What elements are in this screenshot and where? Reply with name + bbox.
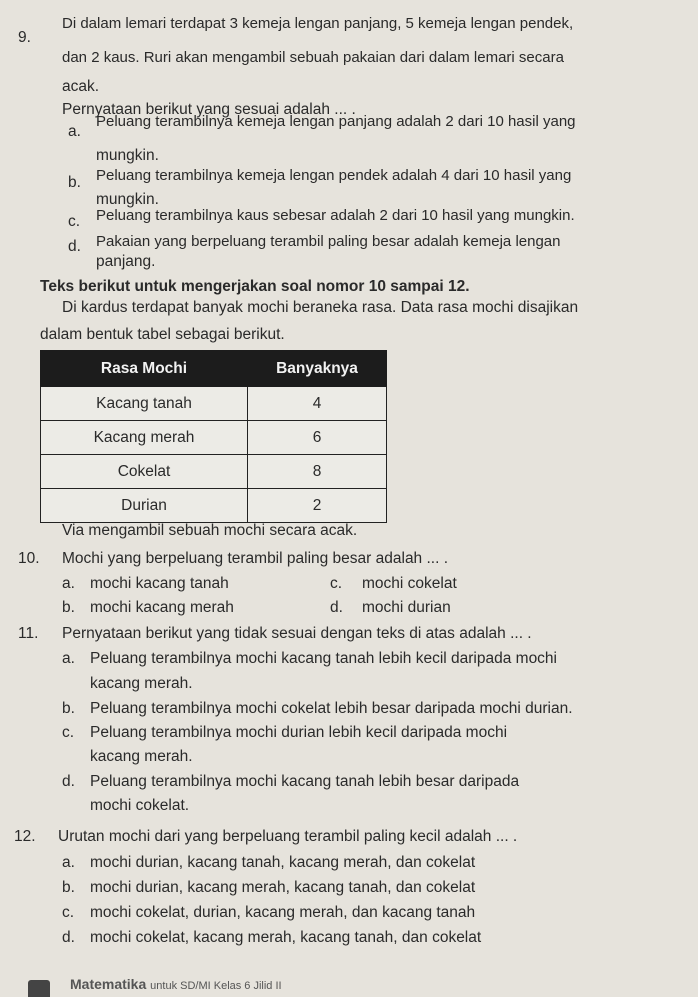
q12-option-letter: d.	[62, 929, 75, 946]
book-title: Matematika	[70, 976, 147, 992]
q11-option-b-text: Peluang terambilnya mochi cokelat lebih besar daripada mochi durian.	[90, 700, 573, 717]
q12-stem: Urutan mochi dari yang berpeluang terambil paling kecil adalah ... .	[58, 828, 518, 845]
q11-option-letter: d.	[62, 773, 75, 790]
table-row	[41, 421, 387, 455]
table-row	[41, 489, 387, 523]
q12-option-a-text: mochi durian, kacang tanah, kacang merah, dan cokelat	[90, 854, 476, 871]
q9-option-letter: c.	[68, 213, 81, 230]
passage-closing: Via mengambil sebuah mochi secara acak.	[62, 522, 358, 539]
book-footer	[70, 976, 282, 992]
q11-option-letter: c.	[62, 724, 75, 741]
q12-number: 12.	[14, 828, 36, 845]
table-header-cell: Banyaknya	[248, 351, 387, 387]
q11-option-c-line-2: kacang merah.	[90, 748, 193, 765]
q12-option-c-text: mochi cokelat, durian, kacang merah, dan kacang tanah	[90, 904, 476, 921]
passage-heading: Teks berikut untuk mengerjakan soal nomor 10 sampai 12.	[40, 278, 470, 295]
q10-option-letter: c.	[330, 575, 343, 592]
q11-option-a-line-1: Peluang terambilnya mochi kacang tanah lebih kecil daripada mochi	[90, 650, 557, 667]
q9-option-d-line-1: Pakaian yang berpeluang terambil paling besar adalah kemeja lengan	[96, 233, 561, 250]
q11-option-d-line-2: mochi cokelat.	[90, 797, 190, 814]
q11-option-a-line-2: kacang merah.	[90, 675, 193, 692]
q9-option-b-line-2: mungkin.	[96, 191, 159, 208]
passage-intro-line-2: dalam bentuk tabel sebagai berikut.	[40, 326, 285, 343]
q9-stem-line-1: Di dalam lemari terdapat 3 kemeja lengan panjang, 5 kemeja lengan pendek,	[62, 15, 574, 32]
q9-option-letter: b.	[68, 174, 81, 191]
q9-option-a-line-1: Peluang terambilnya kemeja lengan panjang adalah 2 dari 10 hasil yang	[96, 113, 576, 130]
table-cell-flavor: Kacang merah	[41, 421, 248, 455]
table-cell-count: 6	[248, 421, 387, 455]
q9-option-b-line-1: Peluang terambilnya kemeja lengan pendek adalah 4 dari 10 hasil yang	[96, 167, 572, 184]
q10-option-b-text: mochi kacang merah	[90, 599, 234, 616]
q11-option-letter: b.	[62, 700, 75, 717]
q10-option-a-text: mochi kacang tanah	[90, 575, 229, 592]
book-subtitle: untuk SD/MI Kelas 6 Jilid II	[150, 980, 282, 992]
q10-option-c-text: mochi cokelat	[362, 575, 457, 592]
q9-option-d-line-2: panjang.	[96, 253, 156, 270]
q10-option-letter: d.	[330, 599, 343, 616]
table-cell-count: 8	[248, 455, 387, 489]
table-header-cell: Rasa Mochi	[41, 351, 248, 387]
table-row	[41, 455, 387, 489]
q12-option-letter: c.	[62, 904, 75, 921]
mochi-flavor-table	[40, 350, 387, 523]
q11-number: 11.	[18, 625, 39, 642]
q10-option-letter: a.	[62, 575, 75, 592]
q9-option-c-text: Peluang terambilnya kaus sebesar adalah 2 dari 10 hasil yang mungkin.	[96, 207, 575, 224]
q12-option-letter: a.	[62, 854, 75, 871]
table-header-row	[41, 351, 387, 387]
table-cell-flavor: Cokelat	[41, 455, 248, 489]
q9-option-a-line-2: mungkin.	[96, 147, 159, 164]
q12-option-d-text: mochi cokelat, kacang merah, kacang tanah, dan cokelat	[90, 929, 482, 946]
passage-intro-line-1: Di kardus terdapat banyak mochi beraneka rasa. Data rasa mochi disajikan	[62, 299, 579, 316]
q10-option-d-text: mochi durian	[362, 599, 451, 616]
table-cell-flavor: Durian	[41, 489, 248, 523]
q10-number: 10.	[18, 550, 40, 567]
table-row	[41, 387, 387, 421]
table-cell-count: 4	[248, 387, 387, 421]
table-cell-count: 2	[248, 489, 387, 523]
q9-stem-line-3: acak.	[62, 78, 100, 95]
q10-stem: Mochi yang berpeluang terambil paling besar adalah ... .	[62, 550, 449, 567]
q11-option-d-line-1: Peluang terambilnya mochi kacang tanah lebih besar daripada	[90, 773, 520, 790]
q9-option-letter: d.	[68, 238, 81, 255]
q11-option-letter: a.	[62, 650, 75, 667]
q9-stem-line-2: dan 2 kaus. Ruri akan mengambil sebuah pakaian dari dalam lemari secara	[62, 49, 564, 66]
q11-stem: Pernyataan berikut yang tidak sesuai dengan teks di atas adalah ... .	[62, 625, 532, 642]
q11-option-c-line-1: Peluang terambilnya mochi durian lebih kecil daripada mochi	[90, 724, 508, 741]
q10-option-letter: b.	[62, 599, 75, 616]
q12-option-b-text: mochi durian, kacang merah, kacang tanah, dan cokelat	[90, 879, 476, 896]
table-cell-flavor: Kacang tanah	[41, 387, 248, 421]
q9-option-letter: a.	[68, 123, 81, 140]
q9-prompt: Pernyataan berikut yang sesuai adalah ... .	[62, 101, 356, 118]
q9-number: 9.	[18, 29, 31, 46]
page-number-tab	[28, 980, 50, 997]
q12-option-letter: b.	[62, 879, 75, 896]
